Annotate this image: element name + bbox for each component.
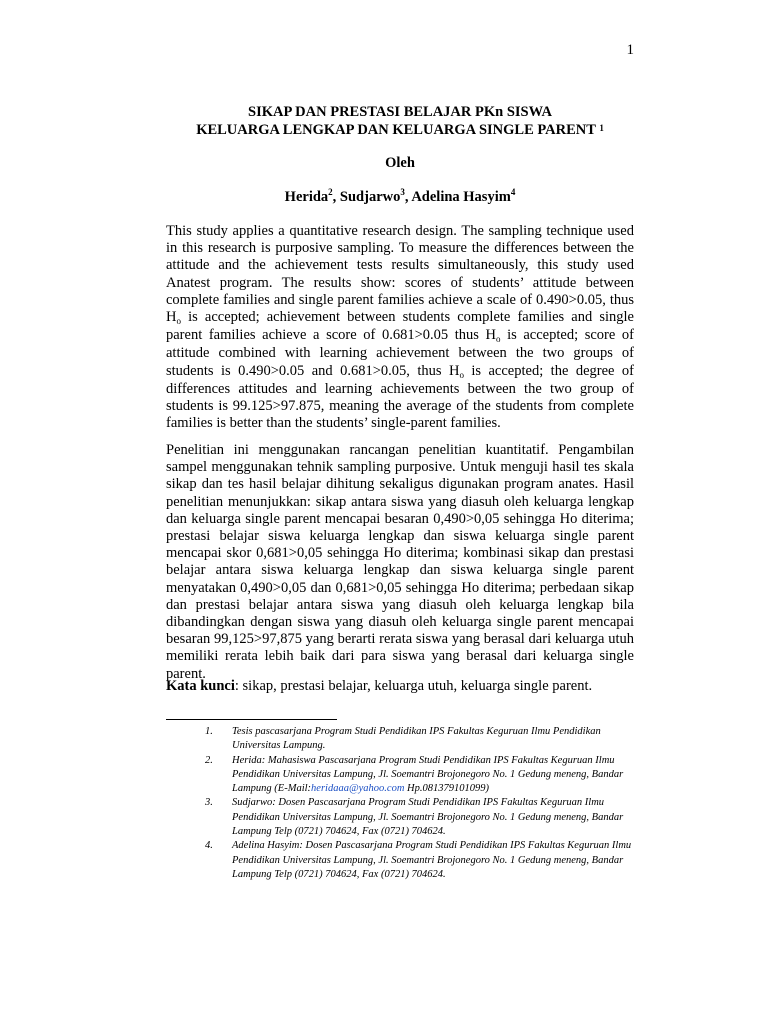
footnote-item bbox=[205, 796, 635, 839]
abstract-en-text: This study applies a quantitative research design. The sampling technique used in this research is purposive sampling. To measure the differences between the attitude and the achievement tests results simultaneously, this study used Anatest program. The results show: scores of students’ attitude between complete families and single parent families achieve a scale of 0.490>0.05, thus H bbox=[166, 223, 634, 326]
footnote-number: 2. bbox=[205, 754, 213, 766]
page-number: 1 bbox=[626, 42, 634, 58]
footnotes bbox=[205, 725, 635, 882]
footnote-divider bbox=[166, 719, 337, 720]
footnote-text: Sudjarwo: Dosen Pascasarjana Program Studi Pendidikan IPS Fakultas Keguruan Ilmu Pendidikan Universitas Lampung, Jl. Soemantri Brojonegoro No. 1 Gedung meneng, Bandar Lampung Telp (0721) 704624, Fax (0721) 704624. bbox=[232, 797, 624, 838]
author-2: Sudjarwo bbox=[339, 189, 401, 205]
author-3-marker: 4 bbox=[510, 187, 516, 197]
title-line-2-text: KELUARGA LENGKAP DAN KELUARGA SINGLE PARENT bbox=[196, 122, 596, 138]
author-3: Adelina Hasyim bbox=[411, 189, 511, 205]
abstract-en-text: is accepted; score of attitude combined with learning achievement between the two groups of students is 0.490>0.05 and 0.681>0.05, thus H bbox=[166, 327, 634, 379]
email-link[interactable]: heridaaa@yahoo.com bbox=[311, 783, 405, 795]
footnote-text: Adelina Hasyim: Dosen Pascasarjana Program Studi Pendidikan IPS Fakultas Keguruan Ilmu Pendidikan Universitas Lampung, Jl. Soemantri Brojonegoro No. 1 Gedung meneng, Bandar Lampung Telp (0721) 704624, Fax (0721) 704624. bbox=[232, 840, 632, 880]
keywords-text: : sikap, prestasi belajar, keluarga utuh, keluarga single parent. bbox=[234, 678, 593, 694]
footnote-text: Herida: Mahasiswa Pascasarjana Program Studi Pendidikan IPS Fakultas Keguruan Ilmu Pendidikan Universitas Lampung, Jl. Soemantri Brojonegoro No. 1 Gedung meneng, Bandar Lampung (E-Mail: bbox=[232, 754, 624, 795]
footnote-number: 3. bbox=[205, 797, 213, 809]
title-line-2 bbox=[150, 121, 650, 139]
footnote-item bbox=[205, 754, 635, 797]
footnote-item bbox=[205, 725, 635, 754]
abstract-english bbox=[166, 223, 634, 432]
title-footnote-marker: 1 bbox=[599, 123, 604, 133]
footnote-text: Hp.081379101099) bbox=[404, 783, 489, 795]
footnote-number: 1. bbox=[205, 726, 213, 737]
author-2-marker: 3 bbox=[400, 187, 405, 197]
author-1: Herida bbox=[284, 189, 329, 205]
keywords-label: Kata kunci bbox=[166, 678, 235, 694]
footnote-number: 4. bbox=[205, 840, 213, 852]
author-separator: , bbox=[404, 189, 412, 205]
paper-title bbox=[150, 103, 650, 139]
subscript-o: o bbox=[176, 316, 181, 327]
abstract-en-text: is accepted; achievement between students complete families and single parent families achieve a score of 0.681>0.05 thus H bbox=[166, 309, 634, 344]
subscript-o: o bbox=[459, 369, 464, 380]
footnote-item bbox=[205, 839, 635, 882]
abstract-en-text: is accepted; the degree of differences attitudes and learning achievements between the two group of students is 99.125>97.875, meaning the average of the students from complete families is better than the students’ single-parent families. bbox=[166, 362, 634, 432]
title-line-1: SIKAP DAN PRESTASI BELAJAR PKn SISWA bbox=[248, 104, 552, 120]
byline-label: Oleh bbox=[385, 155, 415, 171]
keywords bbox=[166, 678, 634, 695]
author-list bbox=[150, 189, 650, 206]
footnote-text: Tesis pascasarjana Program Studi Pendidikan IPS Fakultas Keguruan Ilmu Pendidikan Universitas Lampung. bbox=[232, 726, 601, 752]
author-1-marker: 2 bbox=[328, 187, 333, 197]
abstract-indonesian: Penelitian ini menggunakan rancangan penelitian kuantitatif. Pengambilan sampel menggunakan tehnik sampling purposive. Untuk menguji hasil tes skala sikap dan tes hasil belajar dihitung sekaligus digunakan program anates. Hasil penelitian menunjukkan: sikap antara siswa yang diasuh oleh keluarga lengkap dan keluarga single parent mencapai besaran 0,490>0,05 sehingga Ho diterima; prestasi belajar siswa keluarga lengkap dan siswa keluarga single parent mencapai skor 0,681>0,05 sehingga Ho diterima; kombinasi sikap dan prestasi belajar antara siswa keluarga lengkap dan siswa keluarga single parent menyatakan 0,490>0,05 dan 0,681>0,05 sehingga Ho diterima; perbedaan sikap dan prestasi belajar antara siswa yang diasuh oleh keluarga lengkap bila dibandingkan dengan siswa yang diasuh oleh keluarga single parent mencapai besaran 99,125>97,875 yang berarti rerata siswa yang berasal dari keluarga utuh memiliki rerata lebih baik dari para siswa yang berasal dari keluarga single parent. bbox=[166, 442, 634, 682]
author-separator: , bbox=[332, 189, 340, 205]
subscript-o: o bbox=[495, 334, 501, 345]
